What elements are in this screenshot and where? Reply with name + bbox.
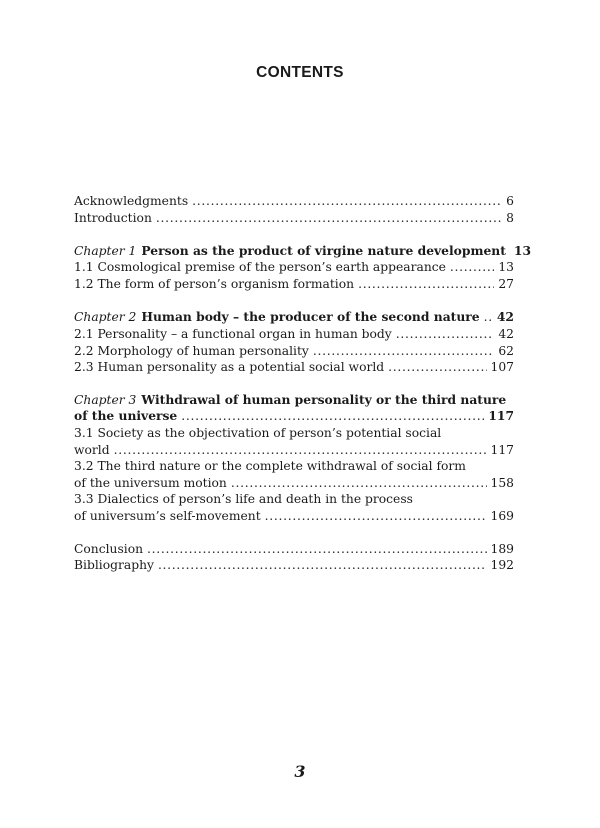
- toc-entry-label: Conclusion: [74, 541, 144, 556]
- section-line-1: 3.2 The third nature or the complete withdrawal of social form: [74, 459, 466, 474]
- toc-section-1-1[interactable]: [74, 259, 514, 275]
- chapter-heading: [74, 243, 510, 259]
- dot-leader: [158, 557, 487, 573]
- toc-entry-acknowledgments[interactable]: [74, 193, 514, 209]
- dot-leader: [358, 276, 494, 292]
- toc-page-number: 42: [498, 326, 514, 341]
- toc-page-number: 6: [506, 194, 514, 208]
- toc-section-2-2[interactable]: [74, 343, 514, 359]
- section-line-2: [74, 442, 514, 458]
- toc-entry-label: 2.2 Morphology of human personality: [74, 343, 309, 358]
- toc-entry-label: Acknowledgments: [74, 194, 189, 208]
- toc-section-2-3[interactable]: [74, 359, 514, 375]
- toc-chapter-3[interactable]: [74, 392, 514, 425]
- toc-section-3-3[interactable]: [74, 491, 514, 524]
- dot-leader: [114, 442, 487, 458]
- toc-chapter-1[interactable]: [74, 242, 532, 259]
- toc-page-number: 8: [506, 210, 514, 225]
- toc-page-number: 27: [498, 277, 514, 292]
- toc-page-number: 158: [490, 475, 514, 490]
- chapter-tag: Chapter 3: [74, 393, 137, 408]
- toc-entry-label: Introduction: [74, 210, 152, 225]
- chapter-title: Human body – the producer of the second nature: [141, 308, 480, 324]
- group-spacer: [74, 525, 514, 541]
- chapter-title-continued: of the universe: [74, 408, 178, 424]
- toc-section-3-2[interactable]: [74, 458, 514, 491]
- dot-leader: [156, 210, 502, 226]
- toc-page-number: 169: [490, 508, 514, 523]
- section-line-2: [74, 508, 514, 524]
- chapter-tag: Chapter 2: [74, 309, 137, 324]
- toc-page-number: 189: [490, 541, 514, 556]
- chapter-tag: Chapter 1: [74, 243, 137, 258]
- toc-page-number: 62: [498, 343, 514, 358]
- page-number: 3: [294, 762, 306, 781]
- toc-entry-label: Bibliography: [74, 558, 154, 573]
- toc-page-number: 192: [490, 558, 514, 573]
- toc-page-number: 117: [490, 442, 514, 457]
- toc-entry-label: world: [74, 442, 110, 457]
- toc-section-1-2[interactable]: [74, 276, 514, 292]
- toc-section-2-1[interactable]: [74, 326, 514, 342]
- chapter-title: Person as the product of virgine nature development: [141, 242, 506, 258]
- dot-leader: [396, 326, 495, 342]
- toc-entry-introduction[interactable]: [74, 210, 514, 226]
- dot-leader: [192, 193, 502, 209]
- toc-entry-label: 2.3 Human personality as a potential social world: [74, 360, 385, 375]
- toc-entry-conclusion[interactable]: [74, 541, 514, 557]
- toc-page-number: 107: [490, 360, 514, 375]
- section-line-2: [74, 475, 514, 491]
- dot-leader: [231, 475, 487, 491]
- toc-page-number: 117: [488, 408, 514, 424]
- group-spacer: [74, 293, 514, 309]
- chapter-heading-line-1: [74, 392, 514, 408]
- section-line-1: 3.1 Society as the objectivation of person’s potential social: [74, 426, 442, 441]
- toc-page-number: 13: [498, 260, 514, 275]
- dot-leader: [265, 508, 487, 524]
- toc-entry-label: 2.1 Personality – a functional organ in human body: [74, 326, 392, 341]
- toc-entry-label: 1.1 Cosmological premise of the person’s earth appearance: [74, 260, 446, 275]
- toc-page-number: 42: [496, 308, 514, 324]
- chapter-heading-line-2: [74, 408, 514, 424]
- chapter-title: Withdrawal of human personality or the third nature: [141, 392, 507, 408]
- group-spacer: [74, 227, 514, 243]
- dot-leader: [313, 343, 494, 359]
- dot-leader: [484, 309, 493, 325]
- group-spacer: [74, 376, 514, 392]
- dot-leader: [147, 541, 486, 557]
- dot-leader: [181, 408, 484, 424]
- toc-entry-label: of the universum motion: [74, 475, 227, 490]
- table-of-contents: [74, 193, 532, 574]
- dot-leader: [388, 359, 486, 375]
- dot-leader: [450, 259, 494, 275]
- toc-section-3-1[interactable]: [74, 425, 514, 458]
- section-line-1: 3.3 Dialectics of person’s life and death in the process: [74, 492, 413, 507]
- toc-entry-label: 1.2 The form of person’s organism formation: [74, 277, 355, 292]
- toc-chapter-2[interactable]: [74, 309, 514, 325]
- chapter-heading: [74, 309, 484, 325]
- toc-entry-label: of universum’s self-movement: [74, 508, 261, 523]
- page-title: CONTENTS: [256, 64, 344, 81]
- toc-page-number: 13: [513, 242, 532, 258]
- toc-entry-bibliography[interactable]: [74, 557, 514, 573]
